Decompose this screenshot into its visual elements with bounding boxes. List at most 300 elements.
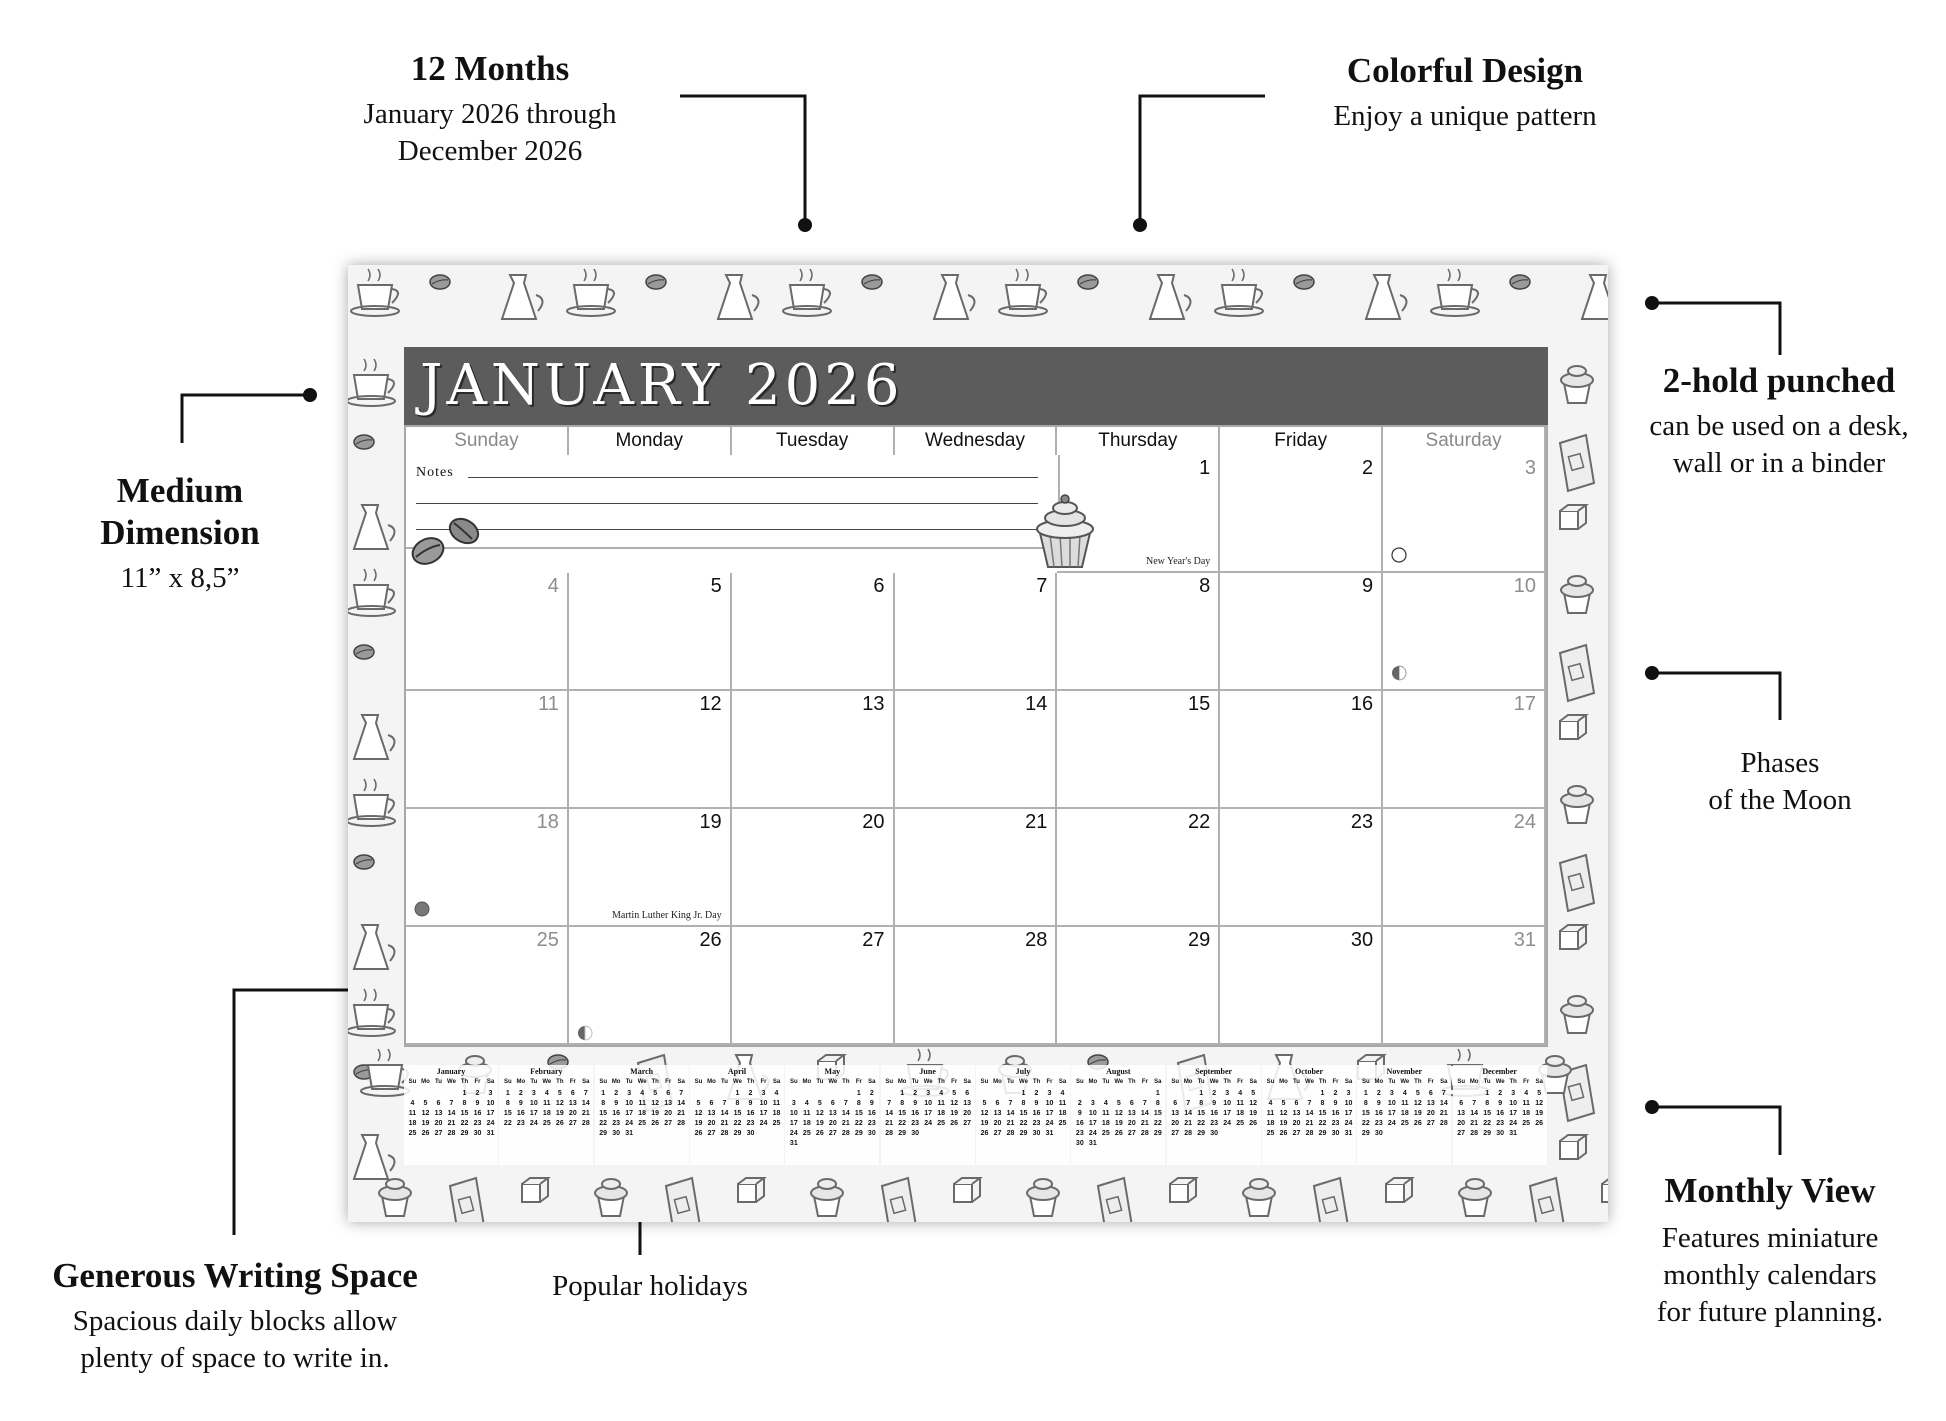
mini-day: 4 [1103, 1100, 1108, 1107]
mini-day: 19 [1413, 1110, 1422, 1117]
mini-day: 9 [1077, 1110, 1082, 1117]
mini-day: 20 [434, 1120, 443, 1127]
mini-day: 13 [1426, 1100, 1435, 1107]
mini-weekday-label: Su [1266, 1079, 1275, 1085]
mini-day: 5 [952, 1090, 957, 1097]
cupcake-icon [1030, 491, 1100, 571]
notes-label: Notes [416, 465, 454, 480]
mini-day: 10 [1045, 1100, 1054, 1107]
mini-day: 6 [570, 1090, 575, 1097]
mini-weekday-label: Su [408, 1079, 417, 1085]
mini-day: 19 [950, 1110, 959, 1117]
mini-day: 11 [937, 1100, 945, 1107]
mini-weekday-label: Fr [1332, 1079, 1339, 1085]
mini-day: 3 [791, 1100, 796, 1107]
mini-day: 12 [421, 1110, 430, 1117]
mini-day: 13 [1127, 1110, 1136, 1117]
mini-day: 12 [694, 1110, 703, 1117]
weekday-wednesday: Wednesday [895, 427, 1058, 455]
coffee-bean-icon [354, 645, 374, 659]
mini-day: 26 [1279, 1130, 1288, 1137]
mini-day: 10 [625, 1100, 634, 1107]
day-number: 25 [536, 929, 559, 951]
mini-day: 26 [980, 1130, 989, 1137]
mini-weekday-label: Su [789, 1079, 798, 1085]
day-number: 14 [1025, 693, 1048, 715]
callout-text: for future planning. [1656, 1295, 1884, 1328]
mini-day: 31 [486, 1130, 495, 1137]
mini-day: 18 [408, 1120, 417, 1127]
mini-weekday-label: Tu [625, 1079, 633, 1085]
mini-day: 23 [1210, 1120, 1219, 1127]
mini-weekday-label: Su [1361, 1079, 1370, 1085]
mini-calendar-september [1167, 1065, 1261, 1165]
sugar-cube-icon [738, 1178, 764, 1202]
mini-day: 24 [1509, 1120, 1518, 1127]
coffee-cup-icon [999, 269, 1047, 316]
cupcake-icon [1561, 576, 1593, 613]
mini-day: 17 [1387, 1110, 1396, 1117]
mini-weekday-label: Su [599, 1079, 607, 1085]
mini-day: 5 [653, 1090, 658, 1097]
coffee-beans-icon [406, 507, 496, 577]
mini-day: 28 [1184, 1130, 1193, 1137]
mini-day: 26 [1114, 1130, 1123, 1137]
day-number: 29 [1188, 929, 1211, 951]
day-cell-2[interactable] [1220, 455, 1383, 573]
cupcake-icon [595, 1179, 627, 1216]
coffee-bag-icon [1530, 1178, 1564, 1222]
mini-day: 8 [856, 1100, 861, 1107]
day-cell-14[interactable] [895, 691, 1058, 809]
mini-weekday-label: Su [980, 1079, 989, 1085]
coffee-cup-icon [1431, 269, 1479, 316]
mini-day: 9 [748, 1100, 753, 1107]
day-cell-30[interactable] [1220, 927, 1383, 1045]
coffee-bean-icon [862, 275, 882, 289]
mini-day: 8 [601, 1100, 606, 1107]
mini-day: 16 [1210, 1110, 1219, 1117]
day-cell-3[interactable] [1383, 455, 1546, 573]
mini-weekday-label: Fr [1046, 1079, 1053, 1085]
mini-day: 22 [1483, 1120, 1492, 1127]
mini-weekday-label: Mo [1279, 1079, 1288, 1085]
coffee-pot-icon [354, 505, 395, 549]
coffee-bag-icon [1098, 1178, 1132, 1222]
mini-day: 25 [1400, 1120, 1409, 1127]
mini-day: 8 [1320, 1100, 1325, 1107]
mini-day: 11 [408, 1110, 417, 1117]
mini-calendar-may [785, 1065, 879, 1165]
mini-day: 4 [640, 1090, 645, 1097]
coffee-bag-icon [1314, 1178, 1348, 1222]
mini-day: 1 [1021, 1090, 1026, 1097]
mini-day: 12 [1114, 1110, 1123, 1117]
day-cell-16[interactable] [1220, 691, 1383, 809]
mini-day: 26 [950, 1120, 959, 1127]
mini-day: 21 [1439, 1110, 1448, 1117]
mini-day: 19 [421, 1120, 430, 1127]
day-cell-17[interactable] [1383, 691, 1546, 809]
notes-line [416, 529, 1038, 530]
mini-day: 24 [486, 1120, 495, 1127]
callout-heading: Generous Writing Space [52, 1256, 418, 1295]
holiday-label: New Year's Day [1145, 556, 1211, 567]
mini-day: 27 [1292, 1130, 1301, 1137]
mini-weekday-label: Tu [721, 1079, 728, 1085]
mini-day: 2 [869, 1090, 874, 1097]
day-cell-21[interactable] [895, 809, 1058, 927]
mini-day: 28 [1470, 1130, 1479, 1137]
mini-day: 18 [802, 1120, 811, 1127]
mini-day: 16 [1032, 1110, 1041, 1117]
day-cell-22[interactable] [1057, 809, 1220, 927]
mini-day: 2 [1498, 1090, 1503, 1097]
mini-day: 22 [1318, 1120, 1327, 1127]
mini-day: 6 [1459, 1100, 1464, 1107]
mini-day: 20 [1457, 1120, 1466, 1127]
mini-day: 29 [854, 1130, 863, 1137]
mini-calendar-title: May [824, 1067, 841, 1076]
day-cell-27[interactable] [732, 927, 895, 1045]
mini-day: 30 [746, 1130, 755, 1137]
mini-weekday-label: Fr [760, 1079, 767, 1085]
mini-day: 13 [828, 1110, 837, 1117]
day-cell-24[interactable] [1383, 809, 1546, 927]
cupcake-icon [379, 1179, 411, 1216]
mini-day: 22 [898, 1120, 907, 1127]
mini-day: 11 [1522, 1100, 1530, 1107]
mini-day: 5 [1281, 1100, 1286, 1107]
mini-day: 22 [733, 1120, 742, 1127]
day-cell-5[interactable] [569, 573, 732, 691]
mini-weekday-label: Fr [1141, 1079, 1148, 1085]
mini-day: 16 [746, 1110, 755, 1117]
mini-day: 27 [993, 1130, 1002, 1137]
mini-day: 20 [1127, 1120, 1136, 1127]
mini-day: 13 [963, 1100, 972, 1107]
mini-calendar-title: March [630, 1067, 654, 1076]
mini-day: 3 [1389, 1090, 1394, 1097]
mini-day: 12 [980, 1110, 989, 1117]
mini-day: 1 [1320, 1090, 1325, 1097]
mini-day: 15 [1361, 1110, 1370, 1117]
mini-weekday-label: We [1209, 1079, 1219, 1085]
mini-day: 24 [924, 1120, 933, 1127]
mini-weekday-label: Tu [816, 1079, 824, 1085]
day-cell-13[interactable] [732, 691, 895, 809]
mini-day: 29 [1197, 1130, 1206, 1137]
day-cell-4[interactable] [406, 573, 569, 691]
mini-calendar-title: February [530, 1067, 563, 1076]
mini-day: 2 [614, 1090, 619, 1097]
mini-weekday-label: We [637, 1079, 647, 1085]
mini-day: 21 [1184, 1120, 1193, 1127]
mini-day: 7 [449, 1100, 454, 1107]
day-number: 19 [699, 811, 722, 833]
callout-text: wall or in a binder [1672, 446, 1886, 479]
mini-day: 26 [815, 1130, 824, 1137]
mini-day: 24 [1223, 1120, 1232, 1127]
day-cell-15[interactable] [1057, 691, 1220, 809]
mini-weekday-label: Tu [435, 1079, 442, 1085]
mini-day: 12 [651, 1100, 660, 1107]
mini-day: 30 [867, 1130, 876, 1137]
day-cell-6[interactable] [732, 573, 895, 691]
callout-text: can be used on a desk, [1649, 410, 1909, 442]
mini-day: 15 [1153, 1110, 1162, 1117]
mini-day: 21 [1140, 1120, 1149, 1127]
mini-day: 14 [1006, 1110, 1015, 1117]
mini-day: 17 [625, 1110, 634, 1117]
mini-day: 14 [841, 1110, 850, 1117]
mini-day: 4 [804, 1100, 809, 1107]
mini-day: 5 [557, 1090, 562, 1097]
mini-day: 10 [924, 1100, 933, 1107]
mini-day: 18 [1101, 1120, 1110, 1127]
mini-day: 30 [911, 1130, 920, 1137]
mini-day: 24 [1045, 1120, 1054, 1127]
mini-day: 13 [993, 1110, 1002, 1117]
mini-day: 21 [581, 1110, 590, 1117]
mini-day: 15 [898, 1110, 907, 1117]
mini-weekday-label: Tu [1197, 1079, 1205, 1085]
mini-day: 9 [475, 1100, 480, 1107]
mini-day: 31 [789, 1140, 798, 1147]
mini-day: 21 [447, 1120, 456, 1127]
mini-weekday-label: Mo [611, 1079, 621, 1085]
callout-text: plenty of space to write in. [80, 1341, 390, 1374]
mini-day: 2 [1333, 1090, 1338, 1097]
weekday-thursday: Thursday [1057, 427, 1220, 455]
mini-day: 21 [1305, 1120, 1314, 1127]
mini-day: 23 [911, 1120, 920, 1127]
callout-text: 11” x 8,5” [120, 562, 240, 594]
cupcake-icon [1459, 1179, 1491, 1216]
mini-day: 23 [1032, 1120, 1041, 1127]
coffee-bag-icon [1560, 435, 1594, 491]
day-cell-9[interactable] [1220, 573, 1383, 691]
mini-day: 24 [1344, 1120, 1353, 1127]
mini-day: 6 [965, 1090, 970, 1097]
mini-weekday-label: Tu [1388, 1079, 1396, 1085]
callout-monthly-view [1620, 1170, 1920, 1330]
mini-day: 10 [1509, 1100, 1518, 1107]
mini-weekday-label: Su [1457, 1079, 1465, 1085]
mini-weekday-label: Su [1075, 1079, 1084, 1085]
mini-day: 28 [1305, 1130, 1314, 1137]
mini-day: 15 [599, 1110, 608, 1117]
coffee-cup-icon [351, 269, 399, 316]
mini-day: 17 [1223, 1110, 1232, 1117]
notes-line [468, 477, 1038, 478]
notes-box[interactable] [406, 455, 1060, 549]
callout-12-months [300, 48, 680, 170]
mini-day: 9 [614, 1100, 619, 1107]
day-cell-8[interactable] [1057, 573, 1220, 691]
day-number: 27 [862, 929, 885, 951]
day-number: 8 [1199, 575, 1211, 597]
mini-day: 5 [1415, 1090, 1420, 1097]
day-cell-23[interactable] [1220, 809, 1383, 927]
mini-calendar-october [1262, 1065, 1356, 1165]
mini-day: 31 [1088, 1140, 1097, 1147]
mini-day: 29 [599, 1130, 608, 1137]
mini-day: 23 [1075, 1130, 1084, 1137]
mini-day: 23 [1496, 1120, 1505, 1127]
day-cell-25[interactable] [406, 927, 569, 1045]
sugar-cube-icon [1560, 1135, 1586, 1159]
mini-day: 22 [1153, 1120, 1162, 1127]
mini-day: 24 [1387, 1120, 1396, 1127]
mini-day: 8 [900, 1100, 905, 1107]
mini-day: 4 [410, 1100, 415, 1107]
day-cell-11[interactable] [406, 691, 569, 809]
callout-popular-holidays [500, 1268, 800, 1305]
mini-day: 1 [1485, 1090, 1490, 1097]
mini-weekday-label: Tu [1102, 1079, 1110, 1085]
mini-day: 27 [1127, 1130, 1136, 1137]
mini-day: 5 [817, 1100, 822, 1107]
mini-day: 14 [1140, 1110, 1149, 1117]
mini-day: 26 [1249, 1120, 1258, 1127]
mini-day: 11 [638, 1100, 646, 1107]
day-number: 31 [1513, 929, 1536, 951]
callout-moon-phases [1640, 745, 1920, 819]
mini-day: 29 [1318, 1130, 1327, 1137]
day-cell-18[interactable] [406, 809, 569, 927]
mini-weekday-label: We [1400, 1079, 1410, 1085]
day-cell-28[interactable] [895, 927, 1058, 1045]
mini-day: 17 [1045, 1110, 1054, 1117]
mini-day: 18 [1400, 1110, 1409, 1117]
mini-weekday-label: Fr [951, 1079, 958, 1085]
day-cell-29[interactable] [1057, 927, 1220, 1045]
mini-day: 6 [1129, 1100, 1134, 1107]
mini-day: 17 [1344, 1110, 1353, 1117]
mini-day: 8 [1155, 1100, 1160, 1107]
mini-weekday-label: Fr [569, 1079, 576, 1085]
callout-writing-space [20, 1255, 450, 1377]
day-number: 10 [1513, 575, 1536, 597]
weekday-saturday: Saturday [1383, 427, 1546, 455]
mini-day: 29 [898, 1130, 907, 1137]
mini-day: 6 [1294, 1100, 1299, 1107]
mini-weekday-label: Mo [993, 1079, 1002, 1085]
mini-day: 5 [423, 1100, 428, 1107]
mini-day: 10 [759, 1100, 768, 1107]
weekday-tuesday: Tuesday [732, 427, 895, 455]
mini-calendar-february [499, 1065, 593, 1165]
mini-day: 3 [1090, 1100, 1095, 1107]
mini-day: 27 [664, 1120, 673, 1127]
mini-day: 8 [1021, 1100, 1026, 1107]
mini-weekday-label: Sa [868, 1079, 876, 1085]
mini-day: 19 [651, 1110, 660, 1117]
day-cell-31[interactable] [1383, 927, 1546, 1045]
mini-calendar-title: April [727, 1067, 747, 1076]
mini-day: 17 [1509, 1110, 1518, 1117]
sugar-cube-icon [1560, 925, 1586, 949]
mini-day: 14 [720, 1110, 729, 1117]
day-cell-10[interactable] [1383, 573, 1546, 691]
mini-day: 27 [963, 1120, 972, 1127]
mini-day: 17 [789, 1120, 798, 1127]
cupcake-icon [1561, 996, 1593, 1033]
mini-day: 11 [543, 1100, 551, 1107]
mini-day: 20 [1171, 1120, 1180, 1127]
mini-day: 16 [473, 1110, 482, 1117]
mini-day: 14 [677, 1100, 686, 1107]
day-cell-20[interactable] [732, 809, 895, 927]
mini-day: 24 [1088, 1130, 1097, 1137]
day-cell-26[interactable] [569, 927, 732, 1045]
mini-day: 7 [679, 1090, 684, 1097]
callout-medium-dimension [60, 470, 300, 597]
mini-day: 5 [1537, 1090, 1542, 1097]
callout-2-hold-punched [1612, 360, 1946, 482]
day-cell-12[interactable] [569, 691, 732, 809]
mini-day: 15 [1318, 1110, 1327, 1117]
day-cell-19[interactable] [569, 809, 732, 927]
mini-day: 29 [1483, 1130, 1492, 1137]
mini-weekday-label: Mo [1374, 1079, 1384, 1085]
mini-day: 4 [544, 1090, 549, 1097]
mini-weekday-label: Sa [1344, 1079, 1353, 1085]
mini-day: 12 [1413, 1100, 1422, 1107]
mini-weekday-label: Tu [530, 1079, 538, 1085]
mini-day: 3 [1047, 1090, 1052, 1097]
mini-day: 12 [1279, 1110, 1288, 1117]
mini-day: 27 [707, 1130, 716, 1137]
mini-day: 1 [856, 1090, 861, 1097]
mini-calendar-january [404, 1065, 498, 1165]
mini-day: 16 [516, 1110, 525, 1117]
mini-day: 31 [625, 1130, 634, 1137]
callout-heading: Monthly View [1664, 1171, 1876, 1210]
mini-weekday-label: Th [651, 1079, 659, 1085]
mini-weekday-label: Sa [486, 1079, 495, 1085]
mini-day: 6 [1428, 1090, 1433, 1097]
mini-day: 25 [1058, 1120, 1067, 1127]
mini-day: 13 [664, 1100, 673, 1107]
mini-day: 14 [1470, 1110, 1479, 1117]
mini-day: 2 [913, 1090, 918, 1097]
mini-weekday-label: Mo [707, 1079, 716, 1085]
mini-day: 23 [516, 1120, 525, 1127]
mini-weekday-label: Th [1032, 1079, 1041, 1085]
day-number: 3 [1524, 457, 1536, 479]
mini-day: 1 [1199, 1090, 1204, 1097]
mini-day: 28 [677, 1120, 686, 1127]
coffee-bean-icon [1294, 275, 1314, 289]
day-cell-7[interactable] [895, 573, 1058, 691]
mini-weekday-label: Tu [1007, 1079, 1014, 1085]
callout-text: January 2026 through [363, 98, 617, 130]
mini-day: 27 [1171, 1130, 1180, 1137]
mini-day: 25 [802, 1130, 811, 1137]
mini-day: 7 [722, 1100, 727, 1107]
mini-day: 26 [1413, 1120, 1422, 1127]
holiday-label: Martin Luther King Jr. Day [611, 910, 722, 921]
mini-weekday-label: We [1495, 1079, 1505, 1085]
mini-weekday-label: Su [694, 1079, 703, 1085]
mini-day: 14 [447, 1110, 456, 1117]
moon-last-quarter-icon [1391, 665, 1407, 681]
coffee-cup-icon [348, 359, 395, 406]
mini-day: 8 [1199, 1100, 1204, 1107]
mini-day: 3 [761, 1090, 766, 1097]
